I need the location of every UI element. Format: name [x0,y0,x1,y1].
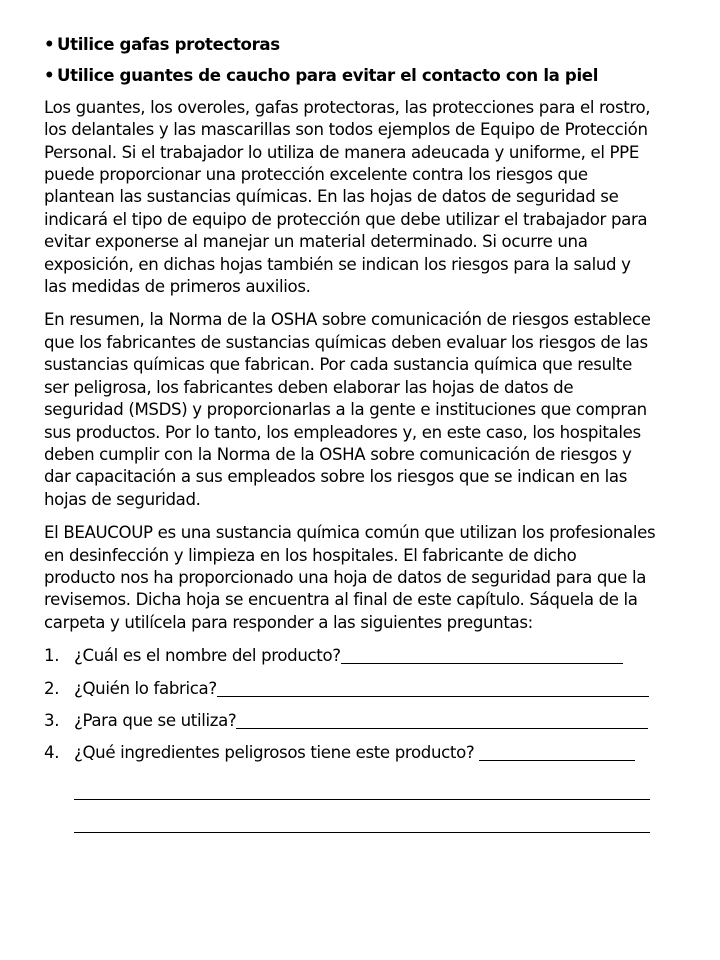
paragraph-line: exposición, en dichas hojas también se indican los riesgos para la salud y [44,254,631,274]
question-text: ¿Quién lo fabrica? [74,678,217,698]
question-item [44,742,684,764]
paragraph-line: sustancias químicas que fabrican. Por cada sustancia química que resulte [44,355,632,375]
answer-line-continuation[interactable] [74,775,650,800]
paragraph-line: seguridad (MSDS) y proporcionarlas a la gente e instituciones que compran [44,400,647,420]
bullet-item [44,34,684,56]
question-item [44,710,684,732]
paragraph-ppe [44,97,684,299]
paragraph-line: evitar exponerse al manejar un material determinado. Si ocurre una [44,232,588,252]
paragraph-line: carpeta y utilícela para responder a las siguientes preguntas: [44,612,533,632]
question-text: ¿Cuál es el nombre del producto? [74,646,341,666]
question-number: 3. [44,710,60,730]
paragraph-line: Los guantes, los overoles, gafas protectoras, las protecciones para el rostro, [44,97,651,117]
bullet-marker: • [44,66,55,86]
question-number: 4. [44,743,60,763]
paragraph-line: dar capacitación a sus empleados sobre los riesgos que se indican en las [44,467,627,487]
paragraph-line: las medidas de primeros auxilios. [44,277,311,297]
paragraph-summary [44,309,684,511]
paragraph-line: indicará el tipo de equipo de protección que debe utilizar el trabajador para [44,209,648,229]
paragraph-line: los delantales y las mascarillas son todos ejemplos de Equipo de Protección [44,120,648,140]
question-text: ¿Qué ingredientes peligrosos tiene este producto? [74,743,480,763]
paragraph-line: En resumen, la Norma de la OSHA sobre comunicación de riesgos establece [44,310,651,330]
paragraph-line: en desinfección y limpieza en los hospitales. El fabricante de dicho [44,545,577,565]
paragraph-line: Personal. Si el trabajador lo utiliza de manera adeucada y uniforme, el PPE [44,142,639,162]
question-item [44,645,684,667]
bullet-text: Utilice guantes de caucho para evitar el contacto con la piel [57,66,599,86]
paragraph-line: puede proporcionar una protección excelente contra los riesgos que [44,165,588,185]
question-text: ¿Para que se utiliza? [74,710,237,730]
paragraph-line: producto nos ha proporcionado una hoja de datos de seguridad para que la [44,567,647,587]
answer-line[interactable] [217,678,649,697]
question-number: 1. [44,646,60,666]
bullet-text: Utilice gafas protectoras [57,35,280,54]
paragraph-line: ser peligrosa, los fabricantes deben elaborar las hojas de datos de [44,377,574,397]
answer-line[interactable] [236,710,648,729]
paragraph-line: que los fabricantes de sustancias químicas deben evaluar los riesgos de las [44,332,648,352]
paragraph-line: revisemos. Dicha hoja se encuentra al final de este capítulo. Sáquela de la [44,590,638,610]
paragraph-line: plantean las sustancias químicas. En las hojas de datos de seguridad se [44,187,619,207]
answer-line[interactable] [341,645,623,664]
bullet-item [44,65,684,87]
answer-line-continuation[interactable] [74,808,650,833]
question-item [44,678,684,700]
question-number: 2. [44,678,60,698]
document-page [44,34,684,841]
bullet-marker: • [44,35,55,54]
paragraph-line: deben cumplir con la Norma de la OSHA sobre comunicación de riesgos y [44,444,632,464]
paragraph-line: sus productos. Por lo tanto, los empleadores y, en este caso, los hospitales [44,422,641,442]
paragraph-line: hojas de seguridad. [44,489,201,509]
paragraph-beaucoup [44,522,684,634]
paragraph-line: El BEAUCOUP es una sustancia química común que utilizan los profesionales [44,523,656,543]
answer-line[interactable] [479,742,635,761]
